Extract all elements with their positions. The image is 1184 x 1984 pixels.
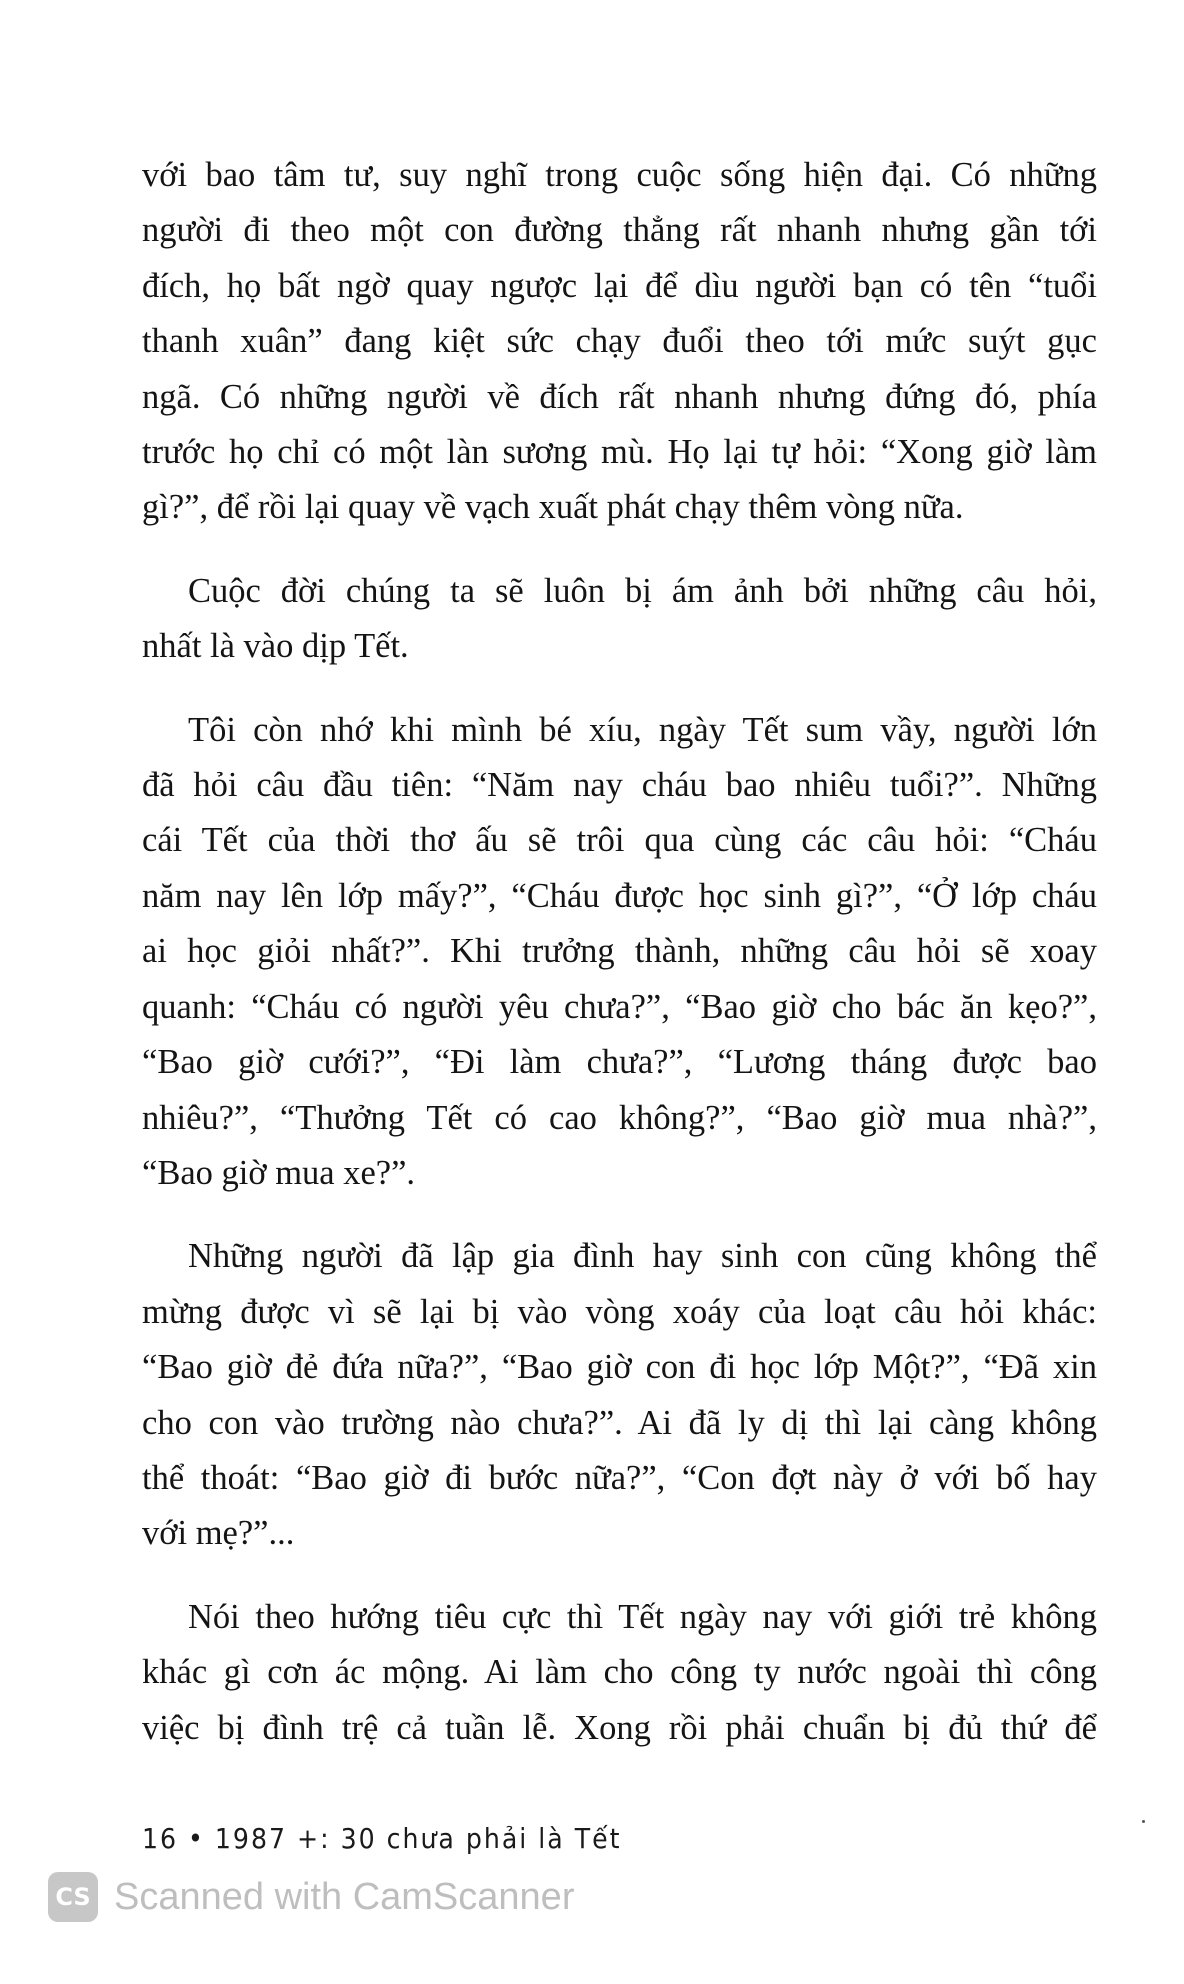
text-line: thể thoát: “Bao giờ đi bước nữa?”, “Con đợt này ở với bố hay: [142, 1458, 1097, 1497]
text-line: quanh: “Cháu có người yêu chưa?”, “Bao giờ cho bác ăn kẹo?”,: [142, 987, 1097, 1026]
text-line: trước họ chỉ có một làn sương mù. Họ lại tự hỏi: “Xong giờ làm: [142, 433, 1097, 472]
text-line: “Bao giờ đẻ đứa nữa?”, “Bao giờ con đi học lớp Một?”, “Đã xin: [142, 1348, 1097, 1387]
text-line: đã hỏi câu đầu tiên: “Năm nay cháu bao nhiêu tuổi?”. Những: [142, 766, 1097, 805]
paragraph-4: [142, 1229, 1097, 1561]
text-line: Những người đã lập gia đình hay sinh con cũng không thể: [188, 1237, 1097, 1276]
paragraph-5: [142, 1590, 1097, 1756]
text-line: việc bị đình trệ cả tuần lễ. Xong rồi phải chuẩn bị đủ thứ để: [142, 1708, 1097, 1747]
text-line: với bao tâm tư, suy nghĩ trong cuộc sống hiện đại. Có những: [142, 156, 1097, 194]
paragraph-2: [142, 564, 1097, 675]
text-line: Tôi còn nhớ khi mình bé xíu, ngày Tết sum vầy, người lớn: [188, 710, 1097, 749]
text-line: Nói theo hướng tiêu cực thì Tết ngày nay với giới trẻ không: [188, 1597, 1097, 1636]
text-line: năm nay lên lớp mấy?”, “Cháu được học sinh gì?”, “Ở lớp cháu: [142, 876, 1097, 915]
text-line: “Bao giờ mua xe?”.: [142, 1153, 416, 1192]
text-line: gì?”, để rồi lại quay về vạch xuất phát chạy thêm vòng nữa.: [142, 488, 964, 527]
camscanner-watermark: [48, 1869, 574, 1925]
text-line: thanh xuân” đang kiệt sức chạy đuổi theo tới mức suýt gục: [142, 322, 1097, 361]
text-line: cho con vào trường nào chưa?”. Ai đã ly dị thì lại càng không: [142, 1403, 1097, 1442]
camscanner-logo-icon: [48, 1872, 98, 1922]
text-line: nhiêu?”, “Thưởng Tết có cao không?”, “Bao giờ mua nhà?”,: [142, 1098, 1097, 1137]
body-text: [142, 148, 1097, 1784]
text-line: Cuộc đời chúng ta sẽ luôn bị ám ảnh bởi những câu hỏi,: [188, 571, 1097, 610]
text-line: khác gì cơn ác mộng. Ai làm cho công ty nước ngoài thì công: [142, 1653, 1097, 1692]
text-line: “Bao giờ cưới?”, “Đi làm chưa?”, “Lương tháng được bao: [142, 1043, 1097, 1082]
text-line: đích, họ bất ngờ quay ngược lại để dìu người bạn có tên “tuổi: [142, 266, 1097, 305]
watermark-text: Scanned with CamScanner: [114, 1875, 575, 1918]
text-line: nhất là vào dịp Tết.: [142, 627, 409, 666]
text-line: người đi theo một con đường thẳng rất nhanh nhưng gần tới: [142, 211, 1097, 250]
text-line: với mẹ?”...: [142, 1514, 295, 1553]
text-line: mừng được vì sẽ lại bị vào vòng xoáy của loạt câu hỏi khác:: [142, 1292, 1097, 1331]
running-footer: 16 • 1987 +: 30 chưa phải là Tết: [142, 1822, 622, 1855]
paragraph-3: [142, 703, 1097, 1202]
scan-speck: [1142, 1820, 1145, 1823]
camscanner-logo-text: CS: [55, 1883, 91, 1911]
paragraph-1: [142, 148, 1097, 536]
text-line: ai học giỏi nhất?”. Khi trưởng thành, những câu hỏi sẽ xoay: [142, 932, 1097, 971]
text-line: ngã. Có những người về đích rất nhanh nhưng đứng đó, phía: [142, 377, 1097, 416]
text-line: cái Tết của thời thơ ấu sẽ trôi qua cùng các câu hỏi: “Cháu: [142, 821, 1097, 860]
